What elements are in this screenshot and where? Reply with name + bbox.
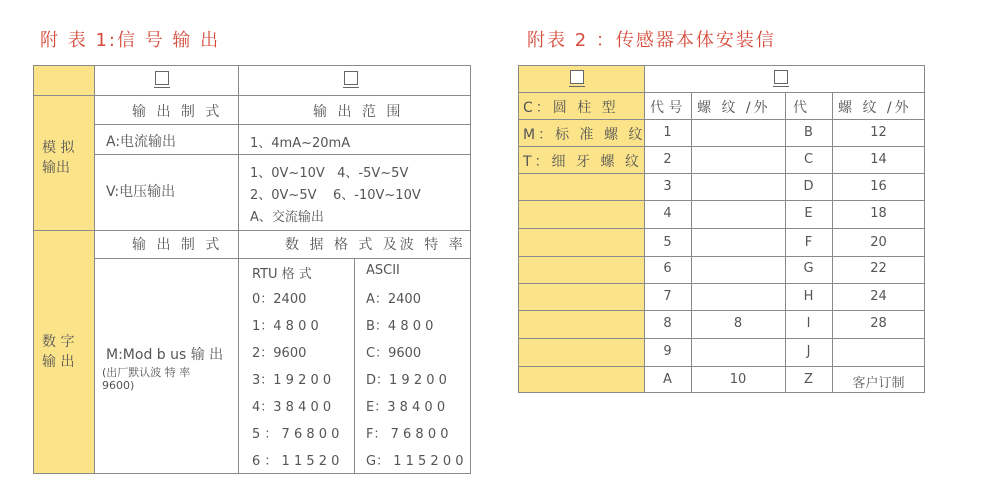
ascii-rate-item: B：4 8 0 0 bbox=[366, 319, 434, 334]
table2-hline bbox=[518, 200, 925, 201]
table1-header-checkbox-1[interactable] bbox=[155, 71, 169, 85]
table2-hline bbox=[518, 366, 925, 367]
col-header-thread-1: 螺 纹 /外 bbox=[697, 100, 771, 116]
current-output-range: 1、4mA~20mA bbox=[250, 136, 351, 151]
row-code-left: 7 bbox=[663, 289, 672, 304]
digital-mode-header: 输 出 制 式 bbox=[132, 237, 223, 253]
row-code-right: G bbox=[803, 261, 814, 276]
type-cylinder: C：圆 柱 型 bbox=[523, 100, 619, 116]
voltage-range-line-3: A、交流输出 bbox=[250, 210, 324, 225]
rtu-rate-item: 3：1 9 2 0 0 bbox=[252, 373, 332, 388]
table2-hline bbox=[518, 256, 925, 257]
digital-output-label: 数 字 输 出 bbox=[42, 334, 75, 370]
table2-hline bbox=[518, 338, 925, 339]
row-code-right: H bbox=[803, 289, 814, 304]
col-header-code-2: 代 bbox=[793, 100, 807, 116]
table1-hline-2 bbox=[94, 124, 471, 125]
type-fine-thread: T：细 牙 螺 纹 bbox=[523, 154, 642, 170]
row-thread-right: 14 bbox=[870, 152, 887, 167]
table1-title: 附 表 1:信 号 输 出 bbox=[40, 30, 221, 51]
row-code-left: 8 bbox=[663, 316, 672, 331]
modbus-default-note: (出厂默认波 特 率 9600) bbox=[102, 366, 191, 392]
row-code-right: D bbox=[803, 179, 814, 194]
row-thread-right: 28 bbox=[870, 316, 887, 331]
row-code-left: 3 bbox=[663, 179, 672, 194]
table1-header-checkbox-2[interactable] bbox=[344, 71, 358, 85]
table2-header-checkbox-1[interactable] bbox=[570, 70, 584, 84]
ascii-rate-item: E：3 8 4 0 0 bbox=[366, 400, 446, 415]
rtu-rate-item: 6 ： 1 1 5 2 0 bbox=[252, 454, 340, 469]
ascii-rate-item: F： 7 6 8 0 0 bbox=[366, 427, 449, 442]
table2-hline bbox=[518, 310, 925, 311]
table1-vline-3 bbox=[354, 258, 355, 474]
rtu-format-header: RTU 格 式 bbox=[252, 267, 312, 282]
current-output-label: A:电流输出 bbox=[106, 134, 177, 150]
table2-hline bbox=[518, 283, 925, 284]
row-code-left: 9 bbox=[663, 344, 672, 359]
analog-mode-header: 输 出 制 式 bbox=[132, 104, 223, 120]
row-code-left: 6 bbox=[663, 261, 672, 276]
row-thread-right: 20 bbox=[870, 235, 887, 250]
table2-hline bbox=[518, 146, 925, 147]
voltage-range-line-1: 1、0V~10V 4、-5V~5V bbox=[250, 166, 409, 181]
row-code-right: F bbox=[804, 235, 813, 250]
row-thread-right: 16 bbox=[870, 179, 887, 194]
table1-vline-2a bbox=[238, 65, 239, 230]
row-code-left: A bbox=[663, 372, 672, 387]
analog-output-label: 模 拟 输出 bbox=[42, 140, 75, 176]
table2-hline bbox=[518, 119, 925, 120]
row-code-right: C bbox=[803, 152, 814, 167]
rtu-rate-item: 2：9600 bbox=[252, 346, 307, 361]
row-code-right: E bbox=[804, 206, 813, 221]
table1-hline-5 bbox=[94, 258, 471, 259]
ascii-rate-item: A：2400 bbox=[366, 292, 421, 307]
table1-vline-2b bbox=[238, 230, 239, 474]
row-thread-left: 10 bbox=[729, 372, 747, 387]
table1-hline-1 bbox=[33, 95, 471, 96]
row-code-left: 1 bbox=[663, 125, 672, 140]
modbus-output-label: M:Mod b us 输 出 bbox=[106, 347, 224, 363]
row-thread-right: 12 bbox=[870, 125, 887, 140]
table1-hline-4 bbox=[33, 230, 471, 231]
row-code-right: J bbox=[806, 344, 811, 359]
table1-vline-1 bbox=[94, 65, 95, 474]
digital-format-header: 数 据 格 式 及波 特 率 bbox=[285, 237, 466, 253]
row-code-left: 4 bbox=[663, 206, 672, 221]
table1-hline-3 bbox=[94, 154, 471, 155]
row-code-right: B bbox=[804, 125, 813, 140]
type-standard-thread: M：标 准 螺 纹 bbox=[523, 127, 646, 143]
row-thread-right: 22 bbox=[870, 261, 887, 276]
rtu-rate-item: 0：2400 bbox=[252, 292, 307, 307]
rtu-rate-item: 1：4 8 0 0 bbox=[252, 319, 319, 334]
table2-hline bbox=[518, 228, 925, 229]
table2-hline bbox=[518, 92, 925, 93]
table2-hline bbox=[518, 173, 925, 174]
table2-title: 附表 2 ：传感器本体安装信 bbox=[527, 30, 776, 51]
ascii-format-header: ASCII bbox=[366, 263, 400, 278]
row-thread-right: 24 bbox=[870, 289, 887, 304]
row-code-left: 5 bbox=[663, 235, 672, 250]
col-header-thread-2: 螺 纹 /外 bbox=[838, 100, 912, 116]
ascii-rate-item: C：9600 bbox=[366, 346, 422, 361]
table2-header-checkbox-2[interactable] bbox=[774, 70, 788, 84]
analog-range-header: 输 出 范 围 bbox=[313, 104, 404, 120]
row-thread-right: 18 bbox=[870, 206, 887, 221]
row-code-right: Z bbox=[804, 372, 813, 387]
ascii-rate-item: D：1 9 2 0 0 bbox=[366, 373, 447, 388]
row-code-left: 2 bbox=[663, 152, 672, 167]
ascii-rate-item: G： 1 1 5 2 0 0 bbox=[366, 454, 464, 469]
voltage-output-label: V:电压输出 bbox=[106, 184, 176, 200]
row-thread-right: 客户订制 bbox=[852, 376, 905, 391]
voltage-range-line-2: 2、0V~5V 6、-10V~10V bbox=[250, 188, 421, 203]
row-thread-left: 8 bbox=[733, 316, 743, 331]
rtu-rate-item: 5 ： 7 6 8 0 0 bbox=[252, 427, 340, 442]
col-header-code-1: 代 号 bbox=[650, 100, 683, 116]
row-code-right: I bbox=[806, 316, 811, 331]
rtu-rate-item: 4：3 8 4 0 0 bbox=[252, 400, 332, 415]
table2-vline-2 bbox=[691, 92, 692, 393]
